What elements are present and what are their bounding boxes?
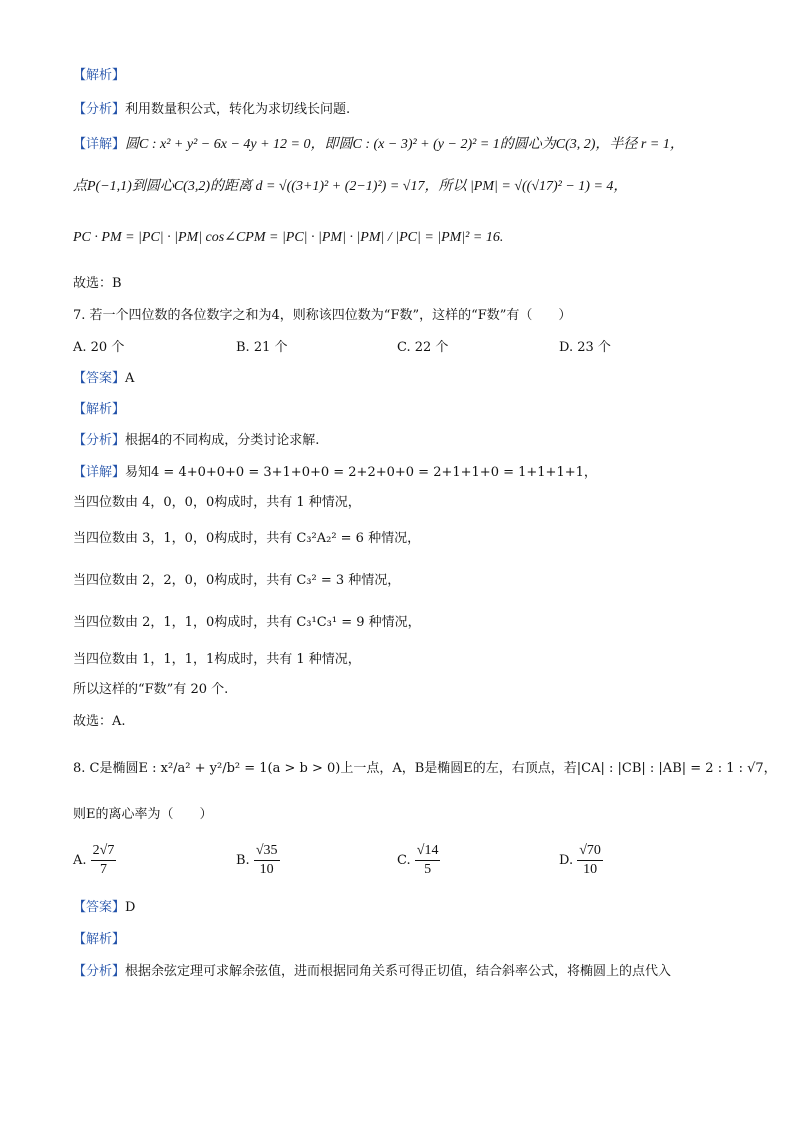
xiangjie-tag-q7: 【详解】: [73, 465, 126, 480]
q8-option-c-fraction: [415, 842, 441, 879]
q7-analysis-text: 根据4的不同构成，分类讨论求解.: [125, 433, 320, 448]
q7-answer-value: A: [125, 371, 135, 386]
q6-choose: 故选：B: [73, 276, 122, 291]
q8-option-a-den: 7: [100, 862, 108, 877]
fenxi-tag-q6: 【分析】: [73, 102, 126, 117]
q8-option-d-num: √70: [577, 842, 603, 861]
q8-option-d-den: 10: [583, 862, 598, 877]
xiangjie-tag-q6: 【详解】: [73, 137, 126, 152]
q8-question-line2: 则E的离心率为（ ）: [73, 807, 213, 822]
q8-option-c-den: 5: [424, 862, 432, 877]
q7-case-1: 当四位数由 4，0，0，0构成时，共有 1 种情况，: [73, 495, 361, 510]
q7-detail: [73, 464, 597, 482]
q8-option-a: [73, 842, 116, 879]
daan-tag-q8: 【答案】: [73, 900, 126, 915]
q7-case-2: 当四位数由 3，1，0，0构成时，共有 C₃²A₂² = 6 种情况，: [73, 531, 421, 546]
q8-analysis-text: 根据余弦定理可求解余弦值，进而根据同角关系可得正切值，结合斜率公式，将椭圆上的点代入: [125, 964, 672, 979]
q7-answer: [73, 370, 134, 388]
q8-question-line1: 8. C是椭圆E : x²/a² + y²/b² = 1(a > b > 0)上一点，A，B是椭圆E的左，右顶点，若|CA| : |CB| : |AB| = 2 : 1 : √7，: [73, 761, 777, 776]
q7-detail-text: 易知4 = 4+0+0+0 = 3+1+0+0 = 2+2+0+0 = 2+1+1+0 = 1+1+1+1，: [125, 465, 597, 480]
q6-detail-1: [73, 136, 684, 154]
q7-analysis: [73, 432, 319, 450]
q6-detail-3: [73, 229, 503, 247]
q8-option-b-den: 10: [259, 862, 274, 877]
jiexi-tag-q8: 【解析】: [73, 932, 126, 947]
q7-case-5: 当四位数由 1，1，1，1构成时，共有 1 种情况，: [73, 652, 361, 667]
q6-detail-2: [73, 178, 627, 196]
q8-option-c-num: √14: [415, 842, 441, 861]
q6-detail-line2: 点P(−1,1)到圆心C(3,2)的距离 d = √((3+1)² + (2−1)²) = √17，所以 |PM| = √((√17)² − 1) = 4，: [73, 179, 628, 194]
q8-option-a-fraction: [91, 842, 117, 879]
q8-option-d-letter: D.: [559, 853, 574, 868]
q8-option-b-fraction: [254, 842, 280, 879]
q7-option-a: A. 20 个: [73, 340, 125, 355]
q7-case-3: 当四位数由 2，2，0，0构成时，共有 C₃² = 3 种情况，: [73, 573, 401, 588]
q6-analysis-text: 利用数量积公式，转化为求切线长问题.: [125, 102, 351, 117]
q7-conclusion: 所以这样的“F数”有 20 个.: [73, 682, 229, 697]
q8-answer-value: D: [125, 900, 136, 915]
q8-analysis: [73, 963, 671, 981]
q7-option-b: B. 21 个: [236, 340, 288, 355]
fenxi-tag-q7: 【分析】: [73, 433, 126, 448]
q8-option-b-letter: B.: [236, 853, 250, 868]
q8-option-c-letter: C.: [397, 853, 411, 868]
q7-choose: 故选：A.: [73, 714, 126, 729]
jiexi-tag-q6: 【解析】: [73, 68, 126, 83]
q7-option-d: D. 23 个: [559, 340, 611, 355]
q7-question: 7. 若一个四位数的各位数字之和为4，则称该四位数为“F数”，这样的“F数”有（ ）: [73, 308, 572, 323]
q8-option-a-letter: A.: [73, 853, 87, 868]
fenxi-tag-q8: 【分析】: [73, 964, 126, 979]
q7-case-4: 当四位数由 2，1，1，0构成时，共有 C₃¹C₃¹ = 9 种情况，: [73, 615, 421, 630]
q6-analysis: [73, 101, 350, 119]
q8-answer: [73, 899, 135, 917]
q7-option-c: C. 22 个: [397, 340, 449, 355]
q8-option-b: [236, 842, 280, 879]
q8-option-d-fraction: [577, 842, 603, 879]
daan-tag-q7: 【答案】: [73, 371, 126, 386]
q6-detail-line3: PC · PM = |PC| · |PM| cos∠CPM = |PC| · |PM| · |PM| / |PC| = |PM|² = 16.: [73, 230, 504, 245]
jiexi-tag-q7: 【解析】: [73, 402, 126, 417]
q8-option-b-num: √35: [254, 842, 280, 861]
q8-option-c: [397, 842, 440, 879]
q8-option-d: [559, 842, 603, 879]
q8-option-a-num: 2√7: [91, 842, 117, 861]
q6-detail-line1: 圆C : x² + y² − 6x − 4y + 12 = 0，即圆C : (x − 3)² + (y − 2)² = 1的圆心为C(3, 2)，半径 r = 1，: [125, 137, 684, 152]
